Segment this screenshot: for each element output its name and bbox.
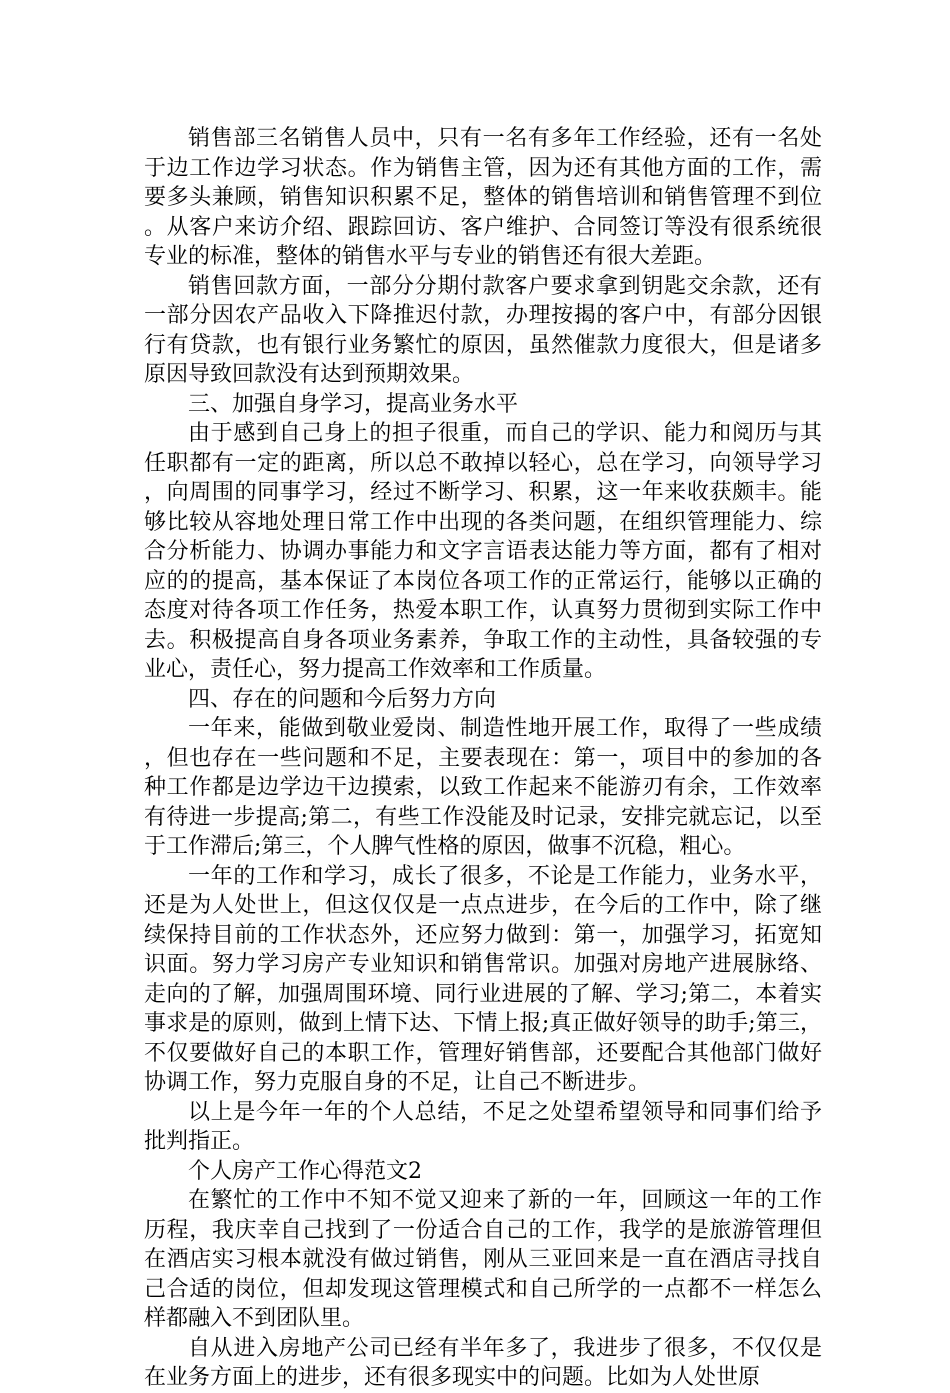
paragraph-future-plans: 一年的工作和学习，成长了很多，不论是工作能力，业务水平，还是为人处世上，但这仅仅是一点点进步，在今后的工作中，除了继续保持目前的工作状态外，还应努力做到：第一，加强学习，拓宽知识面。努力学习房产专业知识和销售常识。加强对房地产进展脉络、走向的了解，加强周围环境、同行业进展的了解、学习;第二，本着实事求是的原则，做到上情下达、下情上报;真正做好领导的助手;第三，不仅要做好自己的本职工作，管理好销售部，还要配合其他部门做好协调工作，努力克服自身的不足，让自己不断进步。 — [144, 863, 822, 1095]
section-heading-problems: 四、存在的问题和今后努力方向 — [188, 686, 497, 712]
paragraph-conclusion: 以上是今年一年的个人总结，不足之处望希望领导和同事们给予批判指正。 — [144, 1099, 822, 1154]
paragraph-new-year-review: 在繁忙的工作中不知不觉又迎来了新的一年，回顾这一年的工作历程，我庆幸自己找到了一份适合自己的工作，我学的是旅游管理但在酒店实习根本就没有做过销售，刚从三亚回来是一直在酒店寻找自己合适的岗位，但却发现这管理模式和自己所学的一点都不一样怎么样都融入不到团队里。 — [144, 1188, 822, 1331]
document-page — [144, 124, 822, 1393]
paragraph-half-year-progress: 自从进入房地产公司已经有半年多了，我进步了很多，不仅仅是在业务方面上的进步，还有很多现实中的问题。比如为人处世原 — [144, 1335, 822, 1390]
paragraph-self-study: 由于感到自己身上的担子很重，而自己的学识、能力和阅历与其任职都有一定的距离，所以总不敢掉以轻心，总在学习，向领导学习，向周围的同事学习，经过不断学习、积累，这一年来收获颇丰。能够比较从容地处理日常工作中出现的各类问题，在组织管理能力、综合分析能力、协调办事能力和文字言语表达能力等方面，都有了相对应的的提高，基本保证了本岗位各项工作的正常运行，能够以正确的态度对待各项工作任务，热爱本职工作，认真努力贯彻到实际工作中去。积极提高自身各项业务素养，争取工作的主动性，具备较强的专业心，责任心，努力提高工作效率和工作质量。 — [144, 421, 822, 682]
article-title-2: 个人房产工作心得范文2 — [188, 1158, 422, 1184]
section-heading-self-study: 三、加强自身学习，提高业务水平 — [188, 391, 519, 417]
paragraph-problems: 一年来，能做到敬业爱岗、制造性地开展工作，取得了一些成绩，但也存在一些问题和不足，主要表现在：第一，项目中的参加的各种工作都是边学边干边摸索，以致工作起来不能游刃有余，工作效率有待进一步提高;第二，有些工作没能及时记录，安排完就忘记，以至于工作滞后;第三，个人脾气性格的原因，做事不沉稳，粗心。 — [144, 716, 822, 859]
paragraph-payment-collection: 销售回款方面，一部分分期付款客户要求拿到钥匙交余款，还有一部分因农产品收入下降推迟付款，办理按揭的客户中，有部分因银行有贷款，也有银行业务繁忙的原因，虽然催款力度很大，但是诸多原因导致回款没有达到预期效果。 — [144, 273, 822, 387]
paragraph-sales-staff: 销售部三名销售人员中，只有一名有多年工作经验，还有一名处于边工作边学习状态。作为销售主管，因为还有其他方面的工作，需要多头兼顾，销售知识积累不足，整体的销售培训和销售管理不到位。从客户来访介绍、跟踪回访、客户维护、合同签订等没有很系统很专业的标准，整体的销售水平与专业的销售还有很大差距。 — [144, 126, 822, 269]
